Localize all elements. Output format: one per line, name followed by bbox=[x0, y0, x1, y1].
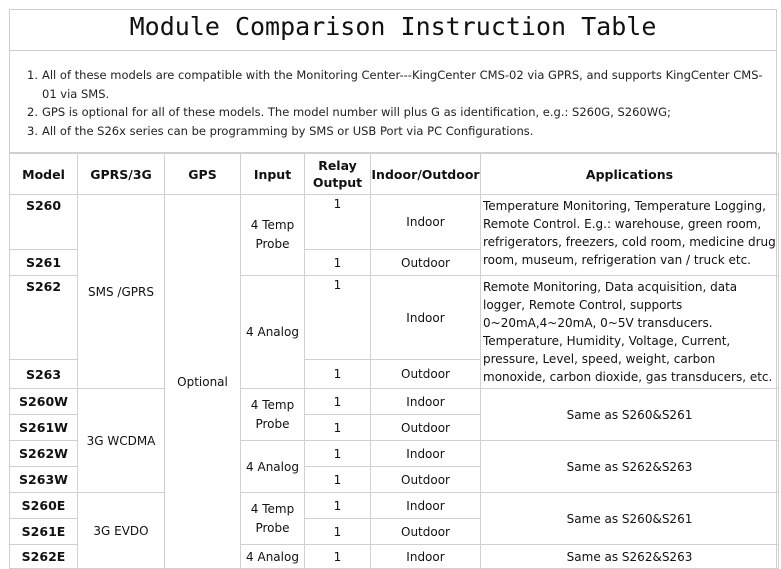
model-cell: S261 bbox=[10, 250, 78, 276]
model-cell: S263W bbox=[10, 467, 78, 493]
environment-cell: Indoor bbox=[371, 195, 481, 250]
relay-cell: 1 bbox=[305, 493, 371, 519]
relay-cell: 1 bbox=[305, 545, 371, 569]
environment-cell: Outdoor bbox=[371, 360, 481, 389]
header-input: Input bbox=[241, 154, 305, 195]
environment-cell: Outdoor bbox=[371, 250, 481, 276]
input-cell: 4 Temp Probe bbox=[241, 389, 305, 441]
notes-list bbox=[27, 66, 767, 140]
note-number: 2. bbox=[27, 105, 38, 119]
input-cell: 4 Temp Probe bbox=[241, 493, 305, 545]
input-cell: 4 Analog bbox=[241, 545, 305, 569]
header-applications: Applications bbox=[481, 154, 779, 195]
environment-cell: Indoor bbox=[371, 493, 481, 519]
relay-cell: 1 bbox=[305, 389, 371, 415]
network-cell: SMS /GPRS bbox=[78, 195, 165, 389]
relay-cell: 1 bbox=[305, 415, 371, 441]
header-gprs: GPRS/3G bbox=[78, 154, 165, 195]
relay-cell: 1 bbox=[305, 195, 371, 250]
gps-cell: Optional bbox=[165, 195, 241, 569]
model-cell: S263 bbox=[10, 360, 78, 389]
environment-cell: Outdoor bbox=[371, 415, 481, 441]
model-cell: S262E bbox=[10, 545, 78, 569]
relay-cell: 1 bbox=[305, 467, 371, 493]
note-text: All of the S26x series can be programming by SMS or USB Port via PC Configurations. bbox=[42, 123, 534, 138]
applications-cell: Same as S262&S263 bbox=[481, 545, 779, 569]
header-model: Model bbox=[10, 154, 78, 195]
applications-cell: Same as S262&S263 bbox=[481, 441, 779, 493]
environment-cell: Indoor bbox=[371, 441, 481, 467]
environment-cell: Indoor bbox=[371, 276, 481, 360]
relay-cell: 1 bbox=[305, 519, 371, 545]
relay-cell: 1 bbox=[305, 360, 371, 389]
model-cell: S262 bbox=[10, 276, 78, 360]
header-row bbox=[10, 154, 779, 195]
input-cell: 4 Analog bbox=[241, 276, 305, 389]
environment-cell: Indoor bbox=[371, 389, 481, 415]
applications-cell: Same as S260&S261 bbox=[481, 493, 779, 545]
relay-cell: 1 bbox=[305, 250, 371, 276]
model-cell: S262W bbox=[10, 441, 78, 467]
header-relay: Relay Output bbox=[305, 154, 371, 195]
relay-cell: 1 bbox=[305, 441, 371, 467]
network-cell: 3G WCDMA bbox=[78, 389, 165, 493]
environment-cell: Outdoor bbox=[371, 467, 481, 493]
note-item bbox=[27, 66, 767, 103]
comparison-table bbox=[9, 153, 779, 569]
note-item bbox=[27, 122, 767, 141]
note-item bbox=[27, 103, 767, 122]
network-cell: 3G EVDO bbox=[78, 493, 165, 569]
relay-cell: 1 bbox=[305, 276, 371, 360]
applications-cell: Temperature Monitoring, Temperature Logging, Remote Control. E.g.: warehouse, green room, refrigerators, freezers, cold room, medicine drug room, museum, refrigeration van / truck etc. bbox=[481, 195, 779, 276]
header-gps: GPS bbox=[165, 154, 241, 195]
input-cell: 4 Analog bbox=[241, 441, 305, 493]
page-title: Module Comparison Instruction Table bbox=[129, 12, 657, 41]
applications-cell: Remote Monitoring, Data acquisition, data logger, Remote Control, supports 0~20mA,4~20mA, 0~5V transducers. Temperature, Humidity, Voltage, Current, pressure, Level, speed, weight, carbon monoxide, carbon dioxide, gas transducers, etc. bbox=[481, 276, 779, 389]
table-row bbox=[10, 389, 779, 415]
table-row bbox=[10, 195, 779, 250]
model-cell: S260W bbox=[10, 389, 78, 415]
environment-cell: Outdoor bbox=[371, 519, 481, 545]
note-number: 1. bbox=[27, 68, 38, 82]
note-number: 3. bbox=[27, 123, 38, 138]
header-indoor-outdoor: Indoor/Outdoor bbox=[371, 154, 481, 195]
applications-cell: Same as S260&S261 bbox=[481, 389, 779, 441]
model-cell: S260 bbox=[10, 195, 78, 250]
title-divider bbox=[10, 50, 776, 51]
table-row bbox=[10, 493, 779, 519]
model-cell: S261E bbox=[10, 519, 78, 545]
input-cell: 4 Temp Probe bbox=[241, 195, 305, 276]
note-text: GPS is optional for all of these models. The model number will plus G as identification, e.g.: S260G, S260WG; bbox=[42, 105, 671, 119]
model-cell: S260E bbox=[10, 493, 78, 519]
model-cell: S261W bbox=[10, 415, 78, 441]
note-text: All of these models are compatible with the Monitoring Center---KingCenter CMS-02 via GPRS, and supports KingCenter CMS-01 via SMS. bbox=[42, 68, 763, 101]
environment-cell: Indoor bbox=[371, 545, 481, 569]
